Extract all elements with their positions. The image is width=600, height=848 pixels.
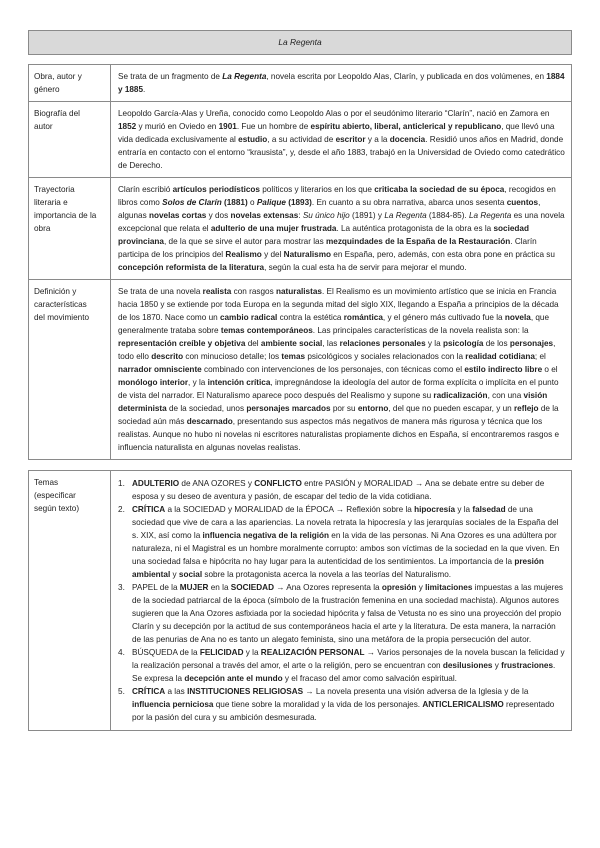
text-run: , según la cual esta ha de servir para mejorar el mundo. [264, 263, 467, 272]
text-run: , del que no pueden escapar, y un [388, 404, 514, 413]
row-literary-career [29, 178, 572, 280]
text-run: y el fracaso del amor como salvación espiritual. [282, 674, 457, 683]
themes-table [28, 470, 572, 731]
text-run: sobre la protagonista acerca la novela a las teorías del Naturalismo. [202, 570, 452, 579]
bold-text: descarnado [186, 417, 233, 426]
text-run: de una sociedad que vive de cara a las apariencias. La novela retrata la hipocresía y las jerarquías sociales de la España del s. XIX, así como la [132, 505, 559, 540]
text-run: en la [208, 583, 231, 592]
text-run: con minucioso detalle; los [183, 352, 282, 361]
bold-text: personajes marcados [246, 404, 331, 413]
text-run: . [143, 85, 146, 94]
text-run: combinado con intervenciones de los personajes, con técnicas como el [201, 365, 465, 374]
text-run: a las [165, 687, 188, 696]
text-run: psicológicos y sociales relacionados con la [305, 352, 466, 361]
text-run: , a su actividad de [267, 135, 336, 144]
themes-list [118, 477, 565, 724]
bold-text: naturalistas [275, 287, 322, 296]
text-run: impuestas a las mujeres de la sociedad patriarcal de la época (símbolo de la frustración femenina en una sociedad machista). Algunos autores sugieren que la Ana Ozores asfixiada por la sociedad hipócrita y falsa de Vetusta no es sino una proyección del propio Clarín y su decepción por la actitud de sus contemporáneos hacia el arte y la literatura. De esta manera, la narración de las penurias de Ana no es tanto un alegato feminista, sino una metáfora de la propia persecución del autor. [132, 583, 563, 644]
text-run: → Ana Ozores representa la [274, 583, 382, 592]
row-author-biography [29, 102, 572, 178]
bold-text: INSTITUCIONES RELIGIOSAS [187, 687, 304, 696]
bold-italic-text: Solos de Clarín [162, 198, 222, 207]
text-run: y del [261, 250, 284, 259]
row-themes [29, 471, 572, 731]
text-run: (1884-85). [426, 211, 469, 220]
bold-text: CRÍTICA [132, 505, 166, 514]
text-run: representado por la pasión del cura y su ambición desmesurada. [132, 700, 555, 722]
text-run: a la SOCIEDAD y MORALIDAD de la ÉPOCA → Reflexión sobre la [165, 505, 415, 514]
row-content [111, 178, 572, 280]
row-label: Obra, autor y género [29, 65, 111, 102]
text-run: es una novela excepcional que relata el [118, 211, 565, 233]
row-content [111, 280, 572, 460]
row-content [111, 102, 572, 178]
bold-text: sociedad provinciana [118, 224, 529, 246]
bold-text: psicología [442, 339, 484, 348]
italic-text: La Regenta [384, 211, 427, 220]
row-label: Temas (especificar según texto) [29, 471, 111, 731]
text-run: en España, pero, además, con esta obra pone en práctica su [331, 250, 555, 259]
bold-text: radicalización [433, 391, 488, 400]
bold-italic-text: Palique [256, 198, 286, 207]
text-run: y dos [206, 211, 231, 220]
bold-text: ambiente social [260, 339, 323, 348]
text-run: . El Realismo es un movimiento artístico que se inicia en Francia hacia 1850 y se extiende por toda Europa en la segunda mitad del siglo XIX, llegando a España a principios de la década de los 1870. Nace como un [118, 287, 559, 322]
bold-text: falsedad [472, 505, 506, 514]
text-run: → Varios personajes de la novela buscan la felicidad y la realización personal a través del amor, el arte o la religión, pero se encuentran con [132, 648, 565, 670]
theme-item [118, 646, 565, 685]
bold-text: CRÍTICA [132, 687, 166, 696]
text-run: . Clarín participa de los principios del [118, 237, 537, 259]
text-run: y a la [365, 135, 390, 144]
bold-text: escritor [335, 135, 366, 144]
bold-text: temas contemporáneos [220, 326, 313, 335]
text-run: por su [330, 404, 358, 413]
text-run: y murió en Oviedo en [136, 122, 219, 131]
text-run: , con una [487, 391, 524, 400]
bold-text: personajes [509, 339, 554, 348]
bold-text: mezquindades de la España de la Restauración [325, 237, 511, 246]
bold-text: (1893) [285, 198, 312, 207]
themes-content [111, 471, 572, 731]
text-run: . Se expresa la [132, 661, 556, 683]
text-run: de la sociedad aún más [118, 404, 559, 426]
bold-text: cambio radical [219, 313, 278, 322]
bold-text: artículos periodísticos [172, 185, 260, 194]
text-run: y [170, 570, 179, 579]
bold-text: Realismo [225, 250, 262, 259]
text-run: , y el género más cultivado fue la [382, 313, 505, 322]
bold-text: 1884 y 1885 [118, 72, 565, 94]
text-run: de la sociedad, unos [166, 404, 247, 413]
bold-text: relaciones personales [339, 339, 426, 348]
row-content [111, 65, 572, 102]
text-run: , impregnándose la ideología del autor de forma explícita o implícita en el punto de vista del narrador. El Naturalismo aparece poco después del Realismo y supone su [118, 378, 559, 400]
text-run: , de la que se sirve el autor para mostrar las [163, 237, 326, 246]
bold-text: ANTICLERICALISMO [422, 700, 504, 709]
bold-text: 1852 [118, 122, 137, 131]
text-run: Clarín escribió [118, 185, 173, 194]
text-run: de ANA OZORES y [179, 479, 255, 488]
bold-text: ADULTERIO [132, 479, 180, 488]
bold-text: espíritu abierto, liberal, anticlerical y republicano [310, 122, 502, 131]
text-run: y [492, 661, 502, 670]
bold-text: CONFLICTO [254, 479, 302, 488]
text-run: (1891) y [349, 211, 385, 220]
text-run: con rasgos [231, 287, 276, 296]
bold-text: opresión [381, 583, 417, 592]
bold-text: influencia perniciosa [132, 700, 214, 709]
row-label: Definición y características del movimiento [29, 280, 111, 460]
text-run: → La novela presenta una visión adversa de la Iglesia y de la [303, 687, 529, 696]
text-run: , todo ello [118, 339, 556, 361]
text-run: Leopoldo García-Alas y Ureña, conocido como Leopoldo Alas o por el seudónimo literario “Clarín”, nació en Zamora en [118, 109, 550, 118]
text-run: , y la [188, 378, 208, 387]
text-run: . La auténtica protagonista de la obra es la [336, 224, 494, 233]
bold-text: social [178, 570, 203, 579]
bold-text: novelas cortas [148, 211, 207, 220]
bold-text: Naturalismo [283, 250, 331, 259]
bold-text: novelas extensas [230, 211, 299, 220]
text-run: , algunas [118, 198, 541, 220]
bold-text: (1881) [221, 198, 248, 207]
text-run: , que generalmente trataba sobre [118, 313, 550, 335]
bold-text: narrador omnisciente [118, 365, 202, 374]
bold-text: romántica [343, 313, 383, 322]
bold-text: presión ambiental [132, 557, 544, 579]
bold-text: 1901 [218, 122, 237, 131]
bold-text: realista [202, 287, 232, 296]
text-run: , novela escrita por Leopoldo Alas, Clarín, y publicada en dos volúmenes, en [266, 72, 547, 81]
bold-text: MUJER [179, 583, 209, 592]
theme-item [118, 503, 565, 581]
bold-text: hipocresía [414, 505, 456, 514]
bold-text: visión determinista [118, 391, 548, 413]
text-run: , las [322, 339, 340, 348]
bold-text: limitaciones [425, 583, 473, 592]
bold-text: realidad cotidiana [465, 352, 535, 361]
text-run: entre PASIÓN y MORALIDAD → Ana se debate entre su deber de esposa y su deseo de aventura y pasión, de escapar del tedio de la vida cotidiana. [132, 479, 545, 501]
bold-text: estilo indirecto libre [464, 365, 543, 374]
bold-text: docencia [389, 135, 426, 144]
bold-text: criticaba la sociedad de su época [374, 185, 505, 194]
text-run: y la [243, 648, 261, 657]
text-run: . En cuanto a su obra narrativa, abarca unos sesenta [311, 198, 507, 207]
bold-text: influencia negativa de la religión [202, 531, 330, 540]
text-run: que tiene sobre la moralidad y la vida de los personajes. [213, 700, 423, 709]
row-label: Biografía del autor [29, 102, 111, 178]
italic-text: Su único hijo [302, 211, 350, 220]
text-run: o [247, 198, 257, 207]
row-work-author-genre [29, 65, 572, 102]
text-run: Se trata de un fragmento de [118, 72, 223, 81]
text-run: : [298, 211, 303, 220]
text-run: de los [483, 339, 510, 348]
text-run: contra la estética [277, 313, 344, 322]
text-run: , que llevó una vida dedicada exclusivamente al [118, 122, 555, 144]
bold-text: entorno [357, 404, 389, 413]
bold-italic-text: La Regenta [222, 72, 267, 81]
bold-text: temas [281, 352, 306, 361]
text-run: . Fue un hombre de [236, 122, 311, 131]
text-run: . Las principales características de la novela realista son: la [312, 326, 529, 335]
bold-text: REALIZACIÓN PERSONAL [260, 648, 365, 657]
theme-item [118, 685, 565, 724]
document-body [28, 64, 572, 731]
document-title-band [28, 30, 572, 55]
text-run: , presentando sus aspectos más negativos de manera más rigurosa y técnica que los realistas. Aunque no hubo ni novelas ni escritores naturalistas propiamente dichos en España, sí encontraremos rasgos e influencia naturalista en algunas novelas realistas. [118, 417, 560, 452]
bold-text: adulterio de una mujer frustrada [210, 224, 337, 233]
document-title: La Regenta [278, 37, 322, 47]
bold-text: novela [504, 313, 531, 322]
text-run: o el [542, 365, 558, 374]
text-run: ; el [534, 352, 546, 361]
row-label: Trayectoria literaria e importancia de la obra [29, 178, 111, 280]
theme-item [118, 581, 565, 646]
bold-text: concepción reformista de la literatura [118, 263, 265, 272]
text-run: , recogidos en libros como [118, 185, 556, 207]
text-run: . Residió unos años en Madrid, donde entraría en contacto con el entorno “krausista”, y, desde el año 1883, trabajó en la Universidad de Oviedo como catedrático de Derecho. [118, 135, 565, 170]
text-run: políticos y literarios en los que [259, 185, 375, 194]
bold-text: intención crítica [207, 378, 271, 387]
analysis-table [28, 64, 572, 460]
text-run: Se trata de una novela [118, 287, 203, 296]
text-run: y la [425, 339, 443, 348]
bold-text: FELICIDAD [199, 648, 244, 657]
bold-text: representación creíble y objetiva [118, 339, 246, 348]
text-run: del [245, 339, 261, 348]
bold-text: descrito [151, 352, 184, 361]
bold-text: frustraciones [501, 661, 553, 670]
row-movement-definition [29, 280, 572, 460]
bold-text: cuentos [506, 198, 539, 207]
text-run: en la vida de las personas. Ni Ana Ozores es una adúltera por naturaleza, ni el Magistral es un hombre moralmente corrupto: ambos son víctimas de la sociedad en la que viven. En una sociedad falsa e hipócrita no hay lugar para la autenticidad de los sentimientos. La importancia de la [132, 531, 560, 566]
bold-text: decepción ante el mundo [184, 674, 283, 683]
text-run: PAPEL de la [132, 583, 180, 592]
theme-item [118, 477, 565, 503]
bold-text: desilusiones [442, 661, 493, 670]
text-run: y [416, 583, 426, 592]
bold-text: estudio [238, 135, 268, 144]
text-run: BÚSQUEDA de la [132, 648, 200, 657]
italic-text: La Regenta [468, 211, 512, 220]
bold-text: reflejo [513, 404, 539, 413]
bold-text: SOCIEDAD [230, 583, 274, 592]
bold-text: monólogo interior [118, 378, 189, 387]
text-run: y la [455, 505, 473, 514]
